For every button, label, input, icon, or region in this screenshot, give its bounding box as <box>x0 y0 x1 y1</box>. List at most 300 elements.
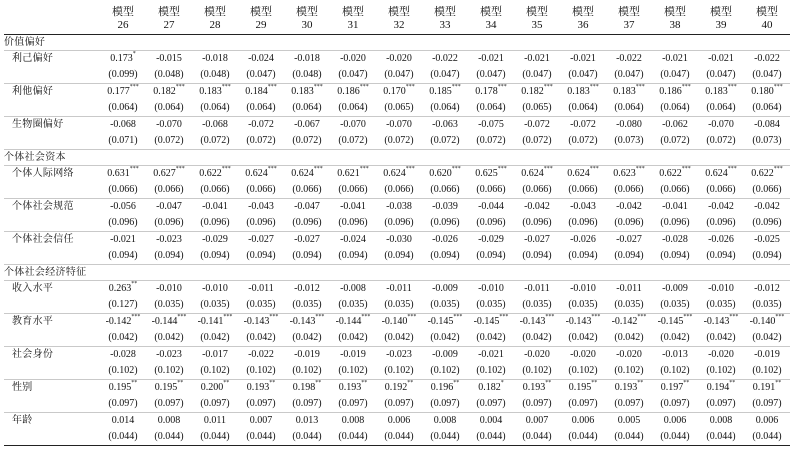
standard-error-cell: (0.066) <box>100 182 146 199</box>
standard-error-cell: (0.044) <box>744 429 790 446</box>
coefficient-cell <box>146 413 192 430</box>
section-title: 个体社会经济特征 <box>4 265 100 281</box>
significance-stars: *** <box>129 84 139 90</box>
coefficient-cell <box>468 413 514 430</box>
coefficient-value: -0.017 <box>202 349 228 360</box>
coefficient-value: 0.197 <box>660 382 684 393</box>
coefficient-cell <box>238 166 284 183</box>
coefficient-cell <box>192 51 238 68</box>
coefficient-value: 0.183 <box>705 86 728 97</box>
standard-error-cell: (0.066) <box>192 182 238 199</box>
coefficient-cell <box>514 347 560 364</box>
coefficient-cell <box>698 166 744 183</box>
variable-label: 利他偏好 <box>12 86 54 97</box>
coefficient-cell <box>468 232 514 249</box>
standard-error-cell: (0.047) <box>744 67 790 84</box>
coefficient-cell <box>192 166 238 183</box>
coefficient-cell <box>192 84 238 101</box>
coefficient-value: -0.044 <box>478 201 504 212</box>
coefficient-value: 0.170 <box>383 86 406 97</box>
standard-error-cell: (0.102) <box>652 363 698 380</box>
standard-error-cell: (0.064) <box>606 100 652 117</box>
coefficient-value: -0.021 <box>524 53 550 64</box>
significance-stars: ** <box>729 380 736 386</box>
coefficient-cell <box>652 413 698 430</box>
standard-error-cell: (0.066) <box>698 182 744 199</box>
standard-error-cell: (0.042) <box>422 330 468 347</box>
standard-error-cell: (0.035) <box>698 297 744 314</box>
standard-error-cell: (0.064) <box>744 100 790 117</box>
standard-error-cell: (0.042) <box>468 330 514 347</box>
coefficient-cell <box>100 314 146 331</box>
coefficient-value: -0.012 <box>294 283 320 294</box>
coefficient-value: 0.622 <box>199 168 222 179</box>
coefficient-cell <box>744 84 790 101</box>
empty-cell <box>100 150 146 166</box>
coefficient-value: -0.041 <box>202 201 228 212</box>
standard-error-cell: (0.044) <box>238 429 284 446</box>
empty-cell <box>606 150 652 166</box>
coefficient-cell <box>606 314 652 331</box>
standard-error-cell: (0.064) <box>192 100 238 117</box>
coefficient-cell <box>376 314 422 331</box>
coefficient-cell <box>560 347 606 364</box>
coefficient-value: 0.196 <box>430 382 454 393</box>
standard-error-cell: (0.096) <box>192 215 238 232</box>
coefficient-cell <box>606 84 652 101</box>
coefficient-cell <box>238 281 284 298</box>
model-header-label: 模型 <box>480 6 502 18</box>
standard-error-cell: (0.102) <box>514 363 560 380</box>
coefficient-cell <box>606 281 652 298</box>
coefficient-cell <box>560 281 606 298</box>
model-number: 32 <box>376 19 422 35</box>
coefficient-cell <box>284 380 330 397</box>
coefficient-value: 0.006 <box>755 415 779 426</box>
coefficient-value: -0.047 <box>156 201 182 212</box>
coefficient-value: -0.020 <box>340 53 366 64</box>
standard-error-cell: (0.044) <box>330 429 376 446</box>
coefficient-cell <box>238 232 284 249</box>
significance-stars: ** <box>223 380 230 386</box>
standard-error-cell: (0.072) <box>238 133 284 150</box>
significance-stars: *** <box>543 166 553 172</box>
coefficient-value: -0.009 <box>662 283 688 294</box>
coefficient-cell <box>698 281 744 298</box>
standard-error-cell: (0.066) <box>560 182 606 199</box>
standard-error-cell: (0.042) <box>284 330 330 347</box>
variable-label: 教育水平 <box>12 316 54 327</box>
coefficient-cell <box>744 232 790 249</box>
standard-error-cell: (0.047) <box>560 67 606 84</box>
empty-cell <box>238 265 284 281</box>
standard-error-cell: (0.097) <box>330 396 376 413</box>
significance-stars: *** <box>635 84 645 90</box>
standard-error-cell: (0.102) <box>468 363 514 380</box>
model-header-label: 模型 <box>158 6 180 18</box>
coefficient-value: 0.183 <box>567 86 590 97</box>
coefficient-value: -0.068 <box>202 119 228 130</box>
coefficient-value: 0.186 <box>659 86 682 97</box>
coefficient-value: -0.008 <box>340 283 366 294</box>
significance-stars: *** <box>499 314 509 320</box>
standard-error-cell: (0.096) <box>560 215 606 232</box>
significance-stars: ** <box>637 380 644 386</box>
coefficient-cell <box>284 281 330 298</box>
coefficient-cell <box>698 314 744 331</box>
coefficient-value: 0.011 <box>203 415 227 426</box>
significance-stars: *** <box>177 314 187 320</box>
coefficient-cell <box>376 51 422 68</box>
coefficient-value: 0.193 <box>246 382 270 393</box>
empty-cell <box>376 150 422 166</box>
coefficient-value: 0.195 <box>154 382 178 393</box>
coefficient-value: -0.042 <box>616 201 642 212</box>
standard-error-cell: (0.047) <box>514 67 560 84</box>
coefficient-cell <box>652 51 698 68</box>
section-title: 价值偏好 <box>4 35 100 51</box>
standard-error-cell: (0.072) <box>284 133 330 150</box>
standard-error-cell: (0.096) <box>284 215 330 232</box>
coefficient-value: -0.011 <box>386 283 412 294</box>
empty-cell <box>192 265 238 281</box>
model-number: 27 <box>146 19 192 35</box>
empty-cell <box>376 265 422 281</box>
significance-stars: *** <box>221 166 231 172</box>
coefficient-value: -0.011 <box>616 283 642 294</box>
model-header-label: 模型 <box>756 6 778 18</box>
coefficient-value: 0.195 <box>568 382 592 393</box>
coefficient-value: 0.008 <box>341 415 365 426</box>
standard-error-cell: (0.035) <box>146 297 192 314</box>
standard-error-cell: (0.097) <box>192 396 238 413</box>
coefficient-cell <box>606 117 652 134</box>
standard-error-cell: (0.071) <box>100 133 146 150</box>
coefficient-value: -0.021 <box>478 349 504 360</box>
empty-cell <box>698 35 744 51</box>
significance-stars: *** <box>545 314 555 320</box>
standard-error-cell: (0.035) <box>376 297 422 314</box>
standard-error-cell: (0.094) <box>192 248 238 265</box>
coefficient-cell <box>606 166 652 183</box>
standard-error-cell: (0.102) <box>698 363 744 380</box>
standard-error-cell: (0.097) <box>422 396 468 413</box>
coefficient-value: 0.014 <box>111 415 135 426</box>
standard-error-cell: (0.048) <box>192 67 238 84</box>
standard-error-cell: (0.064) <box>560 100 606 117</box>
standard-error-cell: (0.094) <box>284 248 330 265</box>
coefficient-value: 0.180 <box>751 86 774 97</box>
coefficient-value: -0.145 <box>473 316 500 327</box>
coefficient-cell <box>146 51 192 68</box>
model-number: 39 <box>698 19 744 35</box>
coefficient-value: -0.028 <box>110 349 136 360</box>
standard-error-cell: (0.072) <box>376 133 422 150</box>
coefficient-cell <box>284 51 330 68</box>
coefficient-cell <box>192 314 238 331</box>
significance-stars: *** <box>681 166 691 172</box>
coefficient-value: -0.068 <box>110 119 136 130</box>
coefficient-cell <box>284 314 330 331</box>
coefficient-cell <box>330 380 376 397</box>
standard-error-cell: (0.047) <box>652 67 698 84</box>
significance-stars: *** <box>635 166 645 172</box>
significance-stars: *** <box>589 166 599 172</box>
standard-error-cell: (0.042) <box>238 330 284 347</box>
coefficient-cell <box>744 314 790 331</box>
standard-error-cell: (0.066) <box>422 182 468 199</box>
empty-cell <box>514 265 560 281</box>
variable-label: 收入水平 <box>12 283 54 294</box>
significance-stars: *** <box>405 166 415 172</box>
coefficient-value: -0.042 <box>754 201 780 212</box>
coefficient-value: 0.183 <box>613 86 636 97</box>
model-number: 26 <box>100 19 146 35</box>
coefficient-cell <box>422 199 468 216</box>
coefficient-value: -0.145 <box>427 316 454 327</box>
empty-cell <box>744 150 790 166</box>
empty-cell <box>146 150 192 166</box>
significance-stars: *** <box>773 84 783 90</box>
coefficient-cell <box>744 281 790 298</box>
coefficient-value: -0.019 <box>754 349 780 360</box>
significance-stars: ** <box>407 380 414 386</box>
coefficient-cell <box>514 117 560 134</box>
significance-stars: ** <box>269 380 276 386</box>
coefficient-cell <box>468 347 514 364</box>
coefficient-value: 0.191 <box>752 382 776 393</box>
coefficient-value: -0.143 <box>289 316 316 327</box>
coefficient-value: -0.026 <box>432 234 458 245</box>
coefficient-value: 0.193 <box>522 382 546 393</box>
coefficient-cell <box>146 380 192 397</box>
coefficient-value: -0.020 <box>386 53 412 64</box>
coefficient-value: -0.047 <box>294 201 320 212</box>
empty-cell <box>422 35 468 51</box>
standard-error-cell: (0.066) <box>744 182 790 199</box>
standard-error-cell: (0.097) <box>376 396 422 413</box>
significance-stars: ** <box>545 380 552 386</box>
model-number: 29 <box>238 19 284 35</box>
standard-error-cell: (0.094) <box>146 248 192 265</box>
standard-error-cell: (0.065) <box>514 100 560 117</box>
coefficient-value: -0.018 <box>202 53 228 64</box>
coefficient-cell <box>376 281 422 298</box>
empty-label-cell <box>4 396 100 413</box>
coefficient-value: -0.027 <box>524 234 550 245</box>
standard-error-cell: (0.044) <box>698 429 744 446</box>
standard-error-cell: (0.064) <box>146 100 192 117</box>
coefficient-value: 0.624 <box>705 168 728 179</box>
coefficient-value: 0.008 <box>157 415 181 426</box>
standard-error-cell: (0.066) <box>606 182 652 199</box>
coefficient-cell <box>652 281 698 298</box>
coefficient-cell <box>192 117 238 134</box>
standard-error-cell: (0.097) <box>606 396 652 413</box>
coefficient-cell <box>284 84 330 101</box>
coefficient-cell <box>376 232 422 249</box>
coefficient-value: 0.624 <box>245 168 268 179</box>
standard-error-cell: (0.097) <box>100 396 146 413</box>
coefficient-value: 0.624 <box>521 168 544 179</box>
coefficient-cell <box>238 314 284 331</box>
standard-error-cell: (0.066) <box>238 182 284 199</box>
coefficient-value: -0.021 <box>478 53 504 64</box>
coefficient-value: -0.144 <box>335 316 362 327</box>
standard-error-cell: (0.047) <box>468 67 514 84</box>
coefficient-cell <box>606 232 652 249</box>
significance-stars: ** <box>453 380 460 386</box>
significance-stars: *** <box>589 84 599 90</box>
coefficient-cell <box>192 199 238 216</box>
coefficient-cell <box>652 199 698 216</box>
standard-error-cell: (0.096) <box>238 215 284 232</box>
coefficient-value: -0.070 <box>708 119 734 130</box>
coefficient-cell <box>606 413 652 430</box>
standard-error-cell: (0.094) <box>744 248 790 265</box>
coefficient-cell <box>514 232 560 249</box>
standard-error-cell: (0.044) <box>468 429 514 446</box>
coefficient-cell <box>514 380 560 397</box>
coefficient-value: -0.063 <box>432 119 458 130</box>
standard-error-cell: (0.094) <box>422 248 468 265</box>
coefficient-value: -0.062 <box>662 119 688 130</box>
coefficient-value: -0.075 <box>478 119 504 130</box>
significance-stars: * <box>500 380 504 386</box>
empty-cell <box>422 265 468 281</box>
empty-cell <box>560 265 606 281</box>
significance-stars: *** <box>453 314 463 320</box>
significance-stars: *** <box>405 84 415 90</box>
standard-error-cell: (0.127) <box>100 297 146 314</box>
coefficient-cell <box>376 117 422 134</box>
coefficient-value: -0.019 <box>294 349 320 360</box>
coefficient-cell <box>330 413 376 430</box>
standard-error-cell: (0.096) <box>606 215 652 232</box>
coefficient-cell <box>422 232 468 249</box>
coefficient-value: -0.010 <box>478 283 504 294</box>
coefficient-cell <box>100 281 146 298</box>
coefficient-value: -0.084 <box>754 119 780 130</box>
coefficient-value: 0.182 <box>478 382 501 393</box>
coefficient-value: -0.025 <box>754 234 780 245</box>
coefficient-cell <box>422 413 468 430</box>
empty-cell <box>468 265 514 281</box>
significance-stars: * <box>132 51 136 57</box>
coefficient-cell <box>744 199 790 216</box>
empty-label-cell <box>4 215 100 232</box>
model-header-label: 模型 <box>388 6 410 18</box>
standard-error-cell: (0.096) <box>514 215 560 232</box>
coefficient-value: -0.038 <box>386 201 412 212</box>
coefficient-value: -0.072 <box>248 119 274 130</box>
variable-label: 个体社会规范 <box>12 201 74 212</box>
model-header-label: 模型 <box>250 6 272 18</box>
standard-error-cell: (0.042) <box>146 330 192 347</box>
coefficient-value: -0.009 <box>432 349 458 360</box>
coefficient-value: -0.141 <box>197 316 224 327</box>
standard-error-cell: (0.072) <box>422 133 468 150</box>
coefficient-cell <box>100 166 146 183</box>
coefficient-cell <box>376 84 422 101</box>
coefficient-value: 0.192 <box>384 382 408 393</box>
empty-cell <box>652 35 698 51</box>
model-header-label: 模型 <box>710 6 732 18</box>
coefficient-value: -0.030 <box>386 234 412 245</box>
coefficient-value: 0.623 <box>613 168 636 179</box>
coefficient-cell <box>698 347 744 364</box>
standard-error-cell: (0.064) <box>238 100 284 117</box>
coefficient-cell <box>652 380 698 397</box>
significance-stars: *** <box>775 314 785 320</box>
significance-stars: *** <box>359 84 369 90</box>
empty-label-cell <box>4 182 100 199</box>
coefficient-value: 0.625 <box>475 168 498 179</box>
coefficient-cell <box>146 347 192 364</box>
standard-error-cell: (0.044) <box>100 429 146 446</box>
coefficient-cell <box>422 347 468 364</box>
coefficient-cell <box>468 281 514 298</box>
coefficient-cell <box>606 199 652 216</box>
coefficient-cell <box>422 166 468 183</box>
coefficient-cell <box>100 347 146 364</box>
coefficient-cell <box>514 51 560 68</box>
coefficient-value: -0.023 <box>386 349 412 360</box>
coefficient-cell <box>376 413 422 430</box>
coefficient-cell <box>514 314 560 331</box>
regression-table <box>4 4 790 446</box>
empty-cell <box>514 150 560 166</box>
coefficient-value: -0.020 <box>570 349 596 360</box>
standard-error-cell: (0.066) <box>468 182 514 199</box>
coefficient-value: 0.006 <box>571 415 595 426</box>
coefficient-cell <box>514 199 560 216</box>
coefficient-cell <box>560 117 606 134</box>
coefficient-value: -0.023 <box>156 234 182 245</box>
coefficient-value: 0.622 <box>751 168 774 179</box>
coefficient-value: 0.185 <box>429 86 452 97</box>
coefficient-cell <box>376 199 422 216</box>
standard-error-cell: (0.072) <box>652 133 698 150</box>
coefficient-value: 0.263 <box>108 283 132 294</box>
empty-cell <box>606 265 652 281</box>
significance-stars: *** <box>637 314 647 320</box>
coefficient-value: 0.184 <box>245 86 268 97</box>
significance-stars: *** <box>451 84 461 90</box>
significance-stars: *** <box>683 314 693 320</box>
coefficient-value: -0.042 <box>708 201 734 212</box>
standard-error-cell: (0.097) <box>652 396 698 413</box>
coefficient-value: -0.140 <box>381 316 408 327</box>
coefficient-value: -0.021 <box>708 53 734 64</box>
coefficient-value: -0.072 <box>570 119 596 130</box>
standard-error-cell: (0.097) <box>560 396 606 413</box>
header-corner <box>4 4 100 19</box>
coefficient-value: 0.624 <box>567 168 590 179</box>
standard-error-cell: (0.072) <box>468 133 514 150</box>
coefficient-cell <box>192 232 238 249</box>
coefficient-cell <box>422 51 468 68</box>
coefficient-cell <box>514 84 560 101</box>
coefficient-value: -0.022 <box>248 349 274 360</box>
empty-cell <box>146 35 192 51</box>
coefficient-value: -0.027 <box>616 234 642 245</box>
significance-stars: *** <box>773 166 783 172</box>
empty-cell <box>698 150 744 166</box>
empty-cell <box>468 35 514 51</box>
section-title: 个体社会资本 <box>4 150 100 166</box>
coefficient-cell <box>330 347 376 364</box>
